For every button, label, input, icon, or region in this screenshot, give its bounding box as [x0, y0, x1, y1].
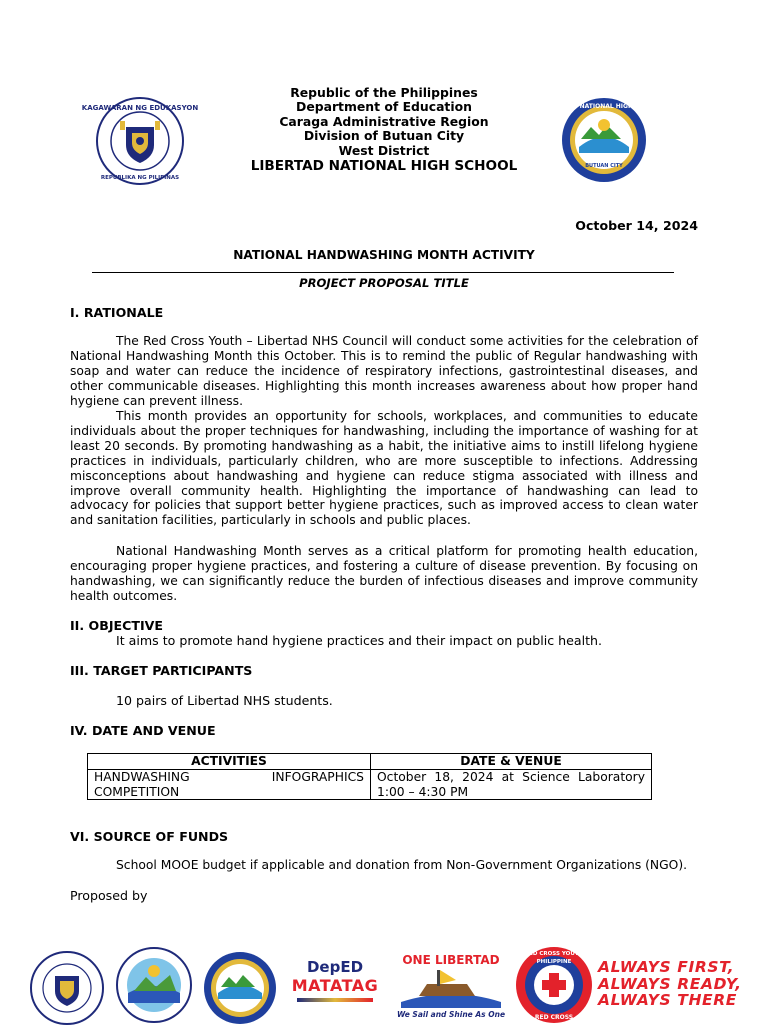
document-subtitle: PROJECT PROPOSAL TITLE [299, 276, 469, 290]
funds-text: School MOOE budget if applicable and donation from Non-Government Organizations (NGO). [116, 858, 688, 872]
slogan-line-2: ALWAYS READY, [598, 974, 742, 993]
letterhead-line-4: Division of Butuan City [303, 128, 465, 144]
rationale-paragraph-3: National Handwashing Month serves as a critical platform for promoting health education, encouraging proper hygiene practices, and fostering a culture of disease prevention. By focusing on handwashing, we can significantly reduce the burden of infectious diseases and improve community health outcomes. [70, 544, 698, 603]
footer-school-seal-logo [203, 951, 277, 1025]
document-date: October 14, 2024 [575, 218, 698, 233]
deped-seal-logo [81, 97, 199, 185]
matatag-underline [297, 998, 373, 1002]
rationale-paragraph-1: The Red Cross Youth – Libertad NHS Council will conduct some activities for the celebration of National Handwashing Month this October. This is to remind the public of Regular handwashing with soap and water can reduce the incidence of respiratory infections, gastrointestinal diseases, and other communicable diseases. Highlighting this month increases awareness about how proper hand hygiene can prevent illness. [70, 334, 698, 408]
column-header-date-venue: DATE & VENUE [371, 754, 652, 770]
date-venue-cell: October 18, 2024 at Science Laboratory 1:00 – 4:30 PM [371, 769, 652, 800]
rcy-ring-mid: PHILIPPINE [536, 959, 572, 965]
objective-text: It aims to promote hand hygiene practices and their impact on public health. [116, 633, 603, 648]
document-title: NATIONAL HANDWASHING MONTH ACTIVITY [233, 248, 535, 262]
letterhead-line-1: Republic of the Philippines [290, 85, 478, 100]
school-seal-logo [545, 97, 663, 183]
participants-heading: III. TARGET PARTICIPANTS [70, 663, 253, 678]
deped-seal-ring-bottom: REPUBLIKA NG PILIPINAS [100, 175, 180, 181]
one-libertad-tagline: We Sail and Shine As One [396, 1010, 506, 1019]
letterhead-line-3: Caraga Administrative Region [279, 113, 489, 129]
school-seal-ring-bottom: BUTUAN CITY [585, 163, 623, 169]
letterhead-line-2: Department of Education [296, 99, 472, 115]
column-header-activities: ACTIVITIES [88, 754, 371, 770]
rationale-heading: I. RATIONALE [70, 305, 164, 320]
deped-wordmark: DepED [306, 958, 364, 976]
objective-heading: II. OBJECTIVE [70, 618, 164, 633]
rcy-ring-top: RED CROSS YOUTH [524, 951, 584, 957]
rationale-paragraph-2: This month provides an opportunity for schools, workplaces, and communities to educate individuals about the proper techniques for handwashing, including the importance of washing for at least 20 seconds. By promoting handwashing as a habit, the initiative aims to instill lifelong hygiene practices in individuals, particularly children, who are more susceptible to infections. Addressing misconceptions about handwashing and hygiene can reduce stigma associated with illness and improve overall community health. Highlighting the importance of handwashing can lead to advocacy for policies that support better hygiene practices, such as improved access to clean water and sanitation facilities, particularly in schools and public places. [70, 409, 698, 528]
deped-seal-ring-top: KAGAWARAN NG EDUKASYON [81, 104, 199, 112]
footer-deped-seal-logo [30, 951, 104, 1025]
venue-heading: IV. DATE AND VENUE [70, 723, 216, 738]
activities-table [87, 753, 652, 800]
activity-cell: HANDWASHING INFOGRAPHICS COMPETITION [88, 769, 371, 800]
letterhead [200, 86, 568, 174]
slogan-line-3: ALWAYS THERE [598, 991, 737, 1010]
school-seal-ring-top: LIBERTAD NATIONAL HIGH SCHOOL [545, 103, 663, 110]
school-name: LIBERTAD NATIONAL HIGH SCHOOL [250, 158, 518, 175]
slogan-line-1: ALWAYS FIRST, [598, 958, 735, 976]
footer-division-seal-logo [116, 947, 192, 1023]
proposed-by-label: Proposed by [70, 888, 148, 903]
title-underline [92, 272, 674, 273]
funds-heading: VI. SOURCE OF FUNDS [70, 829, 229, 844]
one-libertad-wordmark: ONE LIBERTAD [402, 953, 500, 967]
participants-text: 10 pairs of Libertad NHS students. [116, 693, 333, 708]
footer-one-libertad-logo [393, 948, 509, 1020]
red-cross-slogan [598, 959, 742, 1009]
letterhead-line-5: West District [338, 142, 430, 158]
footer-matatag-logo [287, 958, 383, 1018]
table-header-row [88, 754, 652, 770]
matatag-wordmark: MATATAG [291, 976, 379, 995]
rcy-ring-bottom: RED CROSS [534, 1014, 574, 1021]
table-row [88, 769, 652, 800]
footer-red-cross-youth-logo [515, 946, 593, 1024]
